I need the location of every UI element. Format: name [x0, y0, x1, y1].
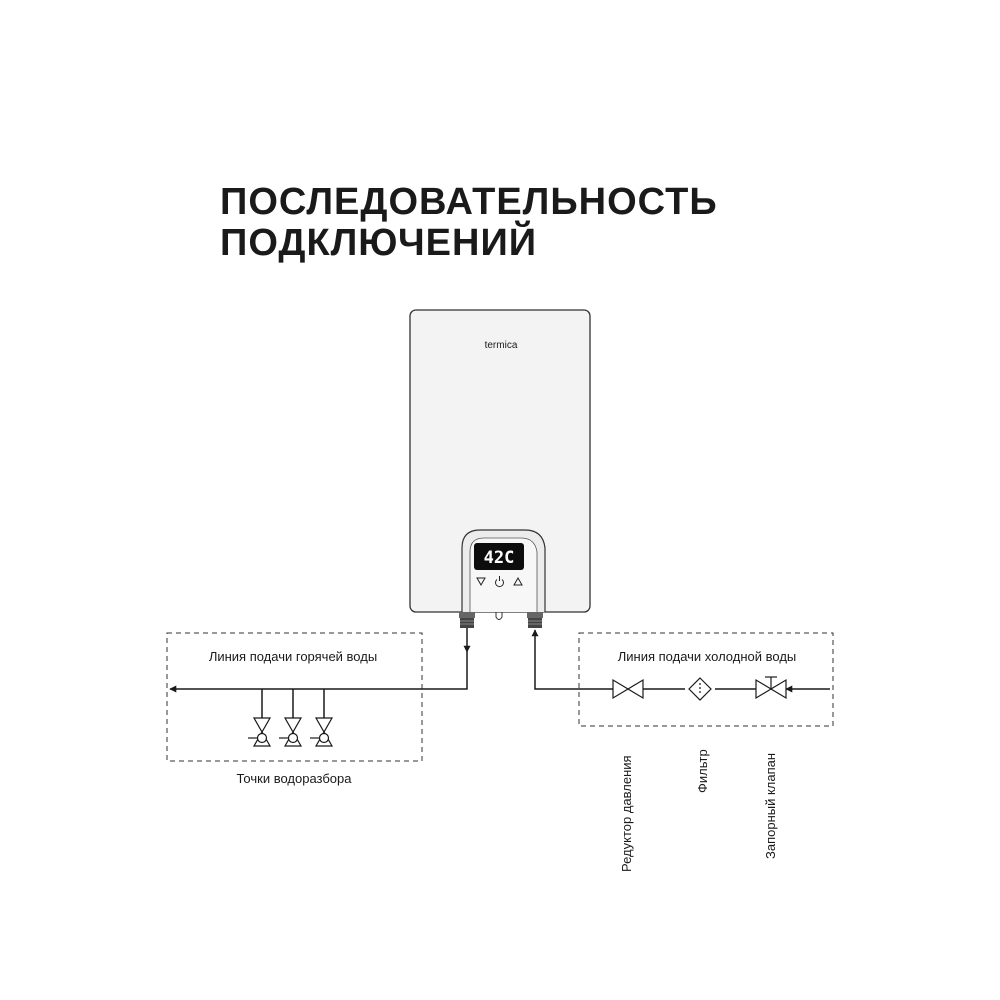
- tap-valve-icon: [310, 718, 332, 746]
- drain-nozzle: [496, 612, 502, 620]
- control-panel: [462, 530, 545, 612]
- shutoff-valve-icon: [756, 677, 786, 698]
- temperature-display-value: 42C: [483, 548, 515, 568]
- filter-icon: [689, 678, 711, 700]
- filter-label: Фильтр: [695, 749, 710, 793]
- pressure-reducer-label: Редуктор давления: [619, 755, 634, 872]
- diagram-title-line-2: ПОДКЛЮЧЕНИЙ: [220, 222, 538, 264]
- hot-line-label: Линия подачи горячей воды: [208, 649, 378, 664]
- brand-logo: termica: [484, 340, 518, 351]
- cold-line-label: Линия подачи холодной воды: [617, 649, 797, 664]
- hot-outlet-fitting: [459, 612, 475, 628]
- pressure-reducer-icon: [613, 680, 643, 698]
- water-heater: [410, 310, 590, 628]
- tap-valve-icon: [248, 718, 270, 746]
- shutoff-valve-label: Запорный клапан: [763, 752, 778, 859]
- diagram-title-line-1: ПОСЛЕДОВАТЕЛЬНОСТЬ: [220, 181, 718, 223]
- cold-line-box: [579, 633, 833, 726]
- cold-inlet-fitting: [527, 612, 543, 628]
- taps-label: Точки водоразбора: [236, 771, 352, 786]
- tap-valve-icon: [279, 718, 301, 746]
